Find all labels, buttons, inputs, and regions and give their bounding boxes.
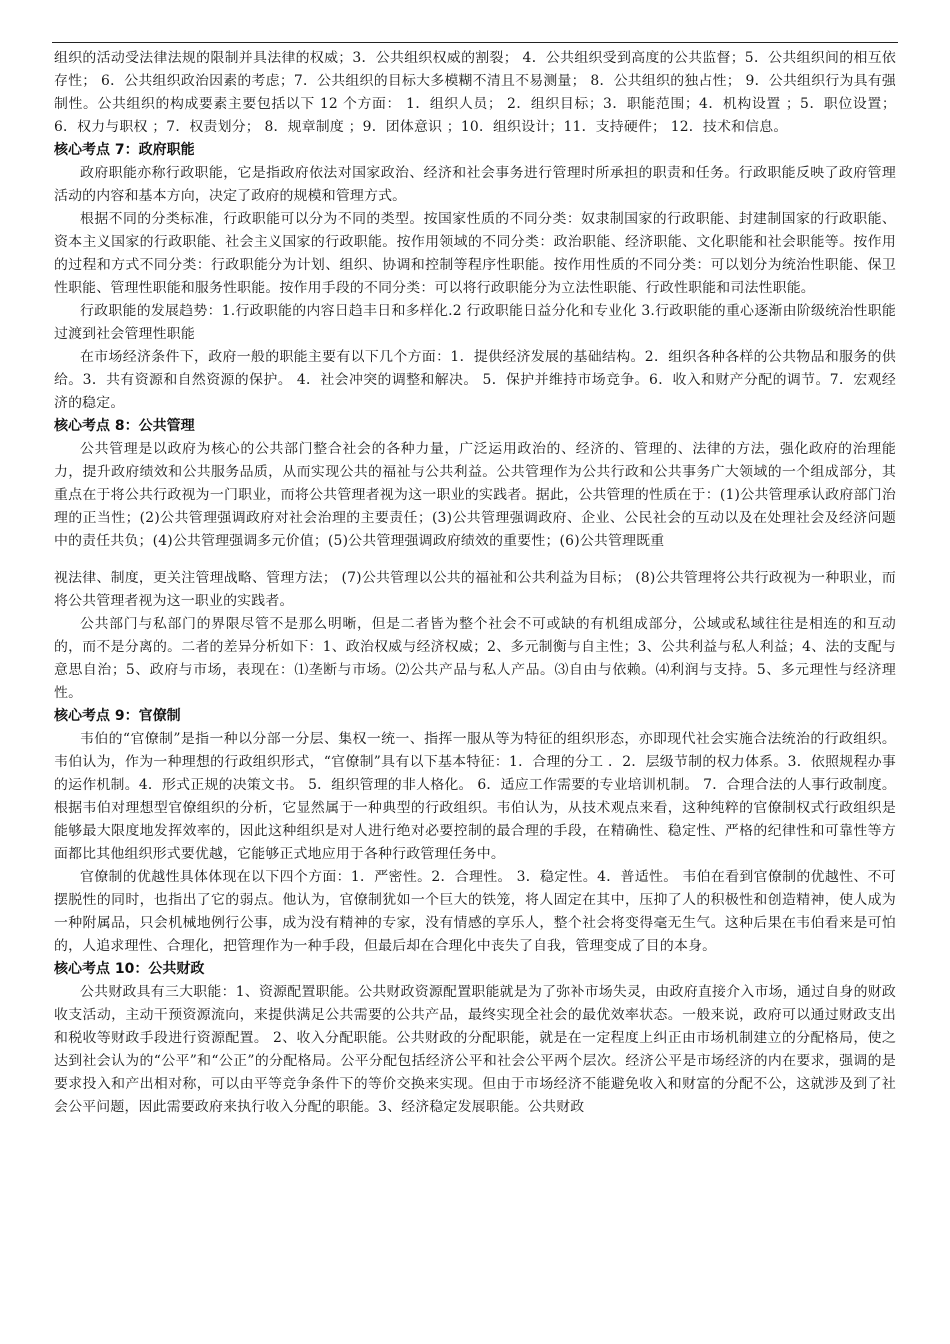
paragraph-gov-function-trends: 行政职能的发展趋势：1.行政职能的内容日趋丰日和多样化.2 行政职能日益分化和专业化 3.行政职能的重心逐渐由阶级统治性职能过渡到社会管理性职能 — [54, 303, 896, 342]
paragraph-gov-function-def: 政府职能亦称行政职能，它是指政府依法对国家政治、经济和社会事务进行管理时所承担的职责和任务。行政职能反映了政府管理活动的内容和基本方向，决定了政府的规模和管理方式。 — [54, 165, 896, 204]
paragraph-public-management-cont: 视法律、制度，更关注管理战略、管理方法； (7)公共管理以公共的福祉和公共利益为目标； (8)公共管理将公共行政视为一种职业，而将公共管理者视为这一职业的实践者。 — [54, 570, 896, 609]
section-heading-7: 核心考点 7：政府职能 — [54, 142, 195, 158]
page-gap — [54, 553, 896, 567]
section-heading-8: 核心考点 8：公共管理 — [54, 418, 195, 434]
section-heading-9: 核心考点 9：官僚制 — [54, 708, 181, 724]
paragraph-public-management-def: 公共管理是以政府为核心的公共部门整合社会的各种力量，广泛运用政治的、经济的、管理的、法律的方法，强化政府的治理能力，提升政府绩效和公共服务品质，从而实现公共的福祉与公共利益。公共管理作为公共行政和公共事务广大领域的一个组成部分，其重点在于将公共行政视为一门职业，而将公共管理者视为这一职业的实践者。据此，公共管理的性质在于：(1)公共管理承认政府部门治理的正当性；(2)公共管理强调政府对社会治理的主要责任；(3)公共管理强调政府、企业、公民社会的互动以及在处理社会及经济问题中的责任共负；(4)公共管理强调多元价值；(5)公共管理强调政府绩效的重要性；(6)公共管理既重 — [54, 441, 896, 549]
header-rule — [52, 42, 898, 43]
paragraph-bureaucracy-def: 韦伯的“官僚制”是指一种以分部一分层、集权一统一、指挥一服从等为特征的组织形态，亦即现代社会实施合法统治的行政组织。韦伯认为，作为一种理想的行政组织形式，“官僚制”具有以下基本特征：1．合理的分工 ．2．层级节制的权力体系。3．依照规程办事的运作机制。4．形式正规的决策文书。 5．组织管理的非人格化。 6．适应工作需要的专业培训机制。 7．合理合法的人事行政制度。根据韦伯对理想型官僚组织的分析，它显然属于一种典型的行政组织。韦伯认为，从技术观点来看，这种纯粹的官僚制权式行政组织是能够最大限度地发挥效率的，因此这种组织是对人进行绝对必要控制的最合理的手段，在精确性、稳定性、严格的纪律性和可靠性等方面都比其他组织形式要优越，它能够正式地应用于各种行政管理任务中。 — [54, 731, 896, 862]
section-heading-10: 核心考点 10：公共财政 — [54, 961, 205, 977]
paragraph-gov-function-market: 在市场经济条件下，政府一般的职能主要有以下几个方面：1．提供经济发展的基础结构。2．组织各种各样的公共物品和服务的供给。3．共有资源和自然资源的保护。 4．社会冲突的调整和解决。 5．保护并维持市场竞争。6．收入和财产分配的调节。7．宏观经济的稳定。 — [54, 349, 896, 411]
paragraph-bureaucracy-merits: 官僚制的优越性具体体现在以下四个方面：1．严密性。2．合理性。 3．稳定性。4．普适性。 韦伯在看到官僚制的优越性、不可摆脱性的同时，也指出了它的弱点。他认为，官僚制犹如一个巨大的铁笼，将人固定在其中，压抑了人的积极性和创造精神，使人成为一种附属品，只会机械地例行公事，成为没有精神的专家，没有情感的享乐人，整个社会将变得毫无生气。这种后果在韦伯看来是可怕的，人追求理性、合理化，把管理作为一种手段，但最后却在合理化中丧失了自我，管理变成了目的本身。 — [54, 869, 896, 954]
paragraph-continued-org: 组织的活动受法律法规的限制并具法律的权威；3．公共组织权威的割裂； 4．公共组织受到高度的公共监督；5．公共组织间的相互依存性； 6．公共组织政治因素的考虑；7．公共组织的目标大多模糊不清且不易测量； 8．公共组织的独占性； 9．公共组织行为具有强制性。公共组织的构成要素主要包括以下 12 个方面： 1．组织人员； 2．组织目标；3．职能范围；4．机构设置 ；5．职位设置； 6．权力与职权 ；7．权责划分； 8．规章制度 ；9．团体意识 ；10．组织设计；11．支持硬件； 12．技术和信息。 — [54, 50, 896, 135]
document-body — [54, 47, 896, 1119]
paragraph-public-finance: 公共财政具有三大职能：1、资源配置职能。公共财政资源配置职能就是为了弥补市场失灵，由政府直接介入市场，通过自身的财政收支活动，主动干预资源流向，来提供满足公共需要的公共产品，最终实现全社会的最优效率状态。一般来说，政府可以通过财政支出和税收等财政手段进行资源配置。 2、收入分配职能。公共财政的分配职能，就是在一定程度上纠正由市场机制建立的分配格局，使之达到社会认为的“公平”和“公正”的分配格局。公平分配包括经济公平和社会公平两个层次。经济公平是市场经济的内在要求，强调的是要求投入和产出相对称，可以由平等竞争条件下的等价交换来实现。但由于市场经济不能避免收入和财富的分配不公，这就涉及到了社会公平问题，因此需要政府来执行收入分配的职能。3、经济稳定发展职能。公共财政 — [54, 984, 896, 1115]
paragraph-gov-function-types: 根据不同的分类标准，行政职能可以分为不同的类型。按国家性质的不同分类：奴隶制国家的行政职能、封建制国家的行政职能、资本主义国家的行政职能、社会主义国家的行政职能。按作用领域的不同分类：政治职能、经济职能、文化职能和社会职能等。按作用的过程和方式不同分类：行政职能分为计划、组织、协调和控制等程序性职能。按作用性质的不同分类：可以划分为统治性职能、保卫性职能、管理性职能和服务性职能。按作用手段的不同分类：可以将行政职能分为立法性职能、行政性职能和司法性职能。 — [54, 211, 896, 296]
paragraph-public-private: 公共部门与私部门的界限尽管不是那么明晰，但是二者皆为整个社会不可或缺的有机组成部分，公域或私域往往是相连的和互动的，而不是分离的。二者的差异分析如下：1、政治权威与经济权威；2、多元制衡与自主性；3、公共利益与私人利益；4、法的支配与意思自治；5、政府与市场，表现在：⑴垄断与市场。⑵公共产品与私人产品。⑶自由与依赖。⑷利润与支持。5、多元理性与经济理性。 — [54, 616, 896, 701]
